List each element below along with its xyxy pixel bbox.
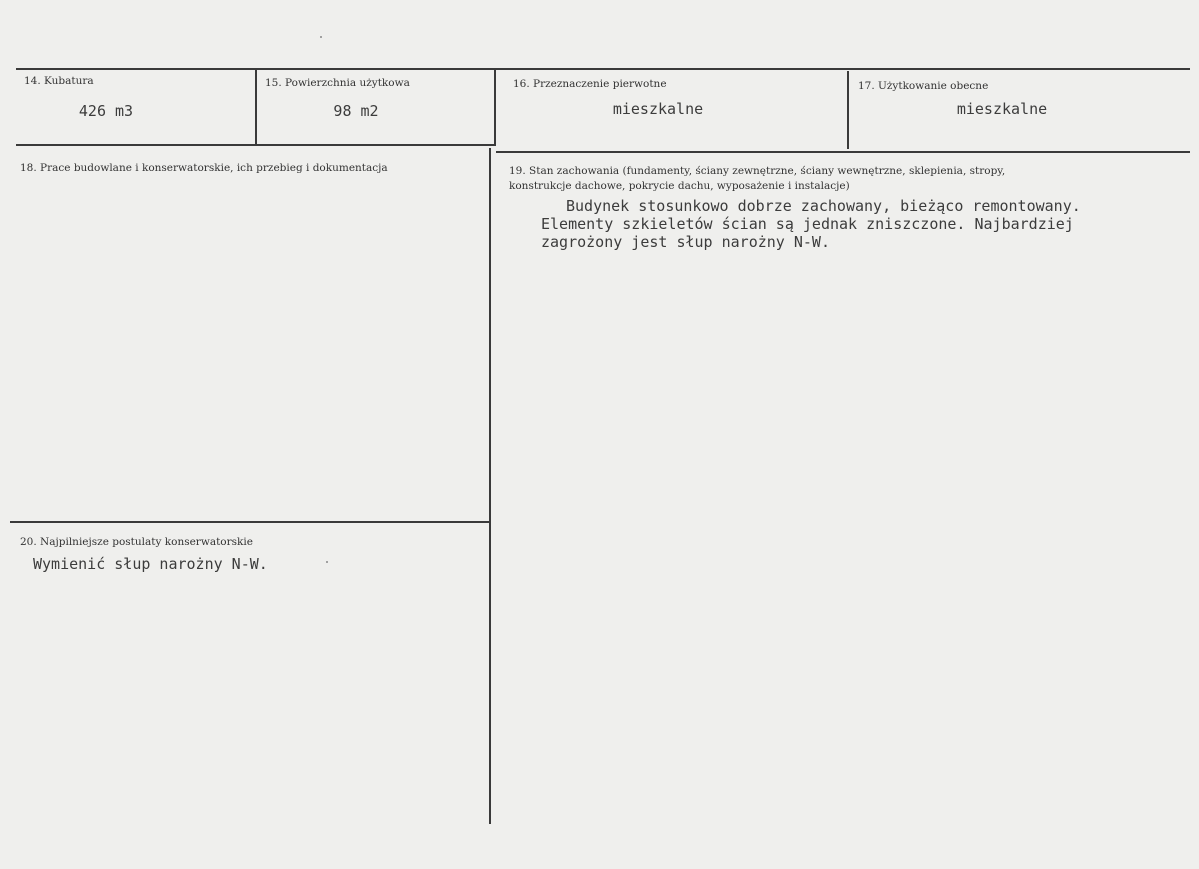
stan-text-line-1: Budynek stosunkowo dobrze zachowany, bieżąco remontowany. [566, 197, 1081, 215]
section-20-top-rule [10, 521, 489, 523]
scan-speck [320, 36, 322, 38]
postulaty-value: Wymienić słup narożny N-W. [33, 555, 268, 573]
prace-label: 18. Prace budowlane i konserwatorskie, ich przebieg i dokumentacja [20, 162, 388, 174]
main-vertical-divider [489, 148, 491, 824]
divider-15-16 [494, 69, 496, 146]
stan-text-line-2: Elementy szkieletów ścian są jednak zniszczone. Najbardziej [541, 215, 1074, 233]
uzytkowanie-value: mieszkalne [956, 100, 1048, 118]
divider-14-15 [255, 69, 257, 146]
stan-text-line-3: zagrożony jest słup narożny N-W. [541, 233, 830, 251]
scan-speck [326, 561, 328, 563]
top-rule [16, 68, 1190, 70]
postulaty-label: 20. Najpilniejsze postulaty konserwatorskie [20, 536, 253, 548]
stan-label-line1: 19. Stan zachowania (fundamenty, ściany zewnętrzne, ściany wewnętrzne, sklepienia, stropy, [509, 165, 1006, 177]
kubatura-value: 426 m3 [78, 102, 134, 120]
divider-16-17 [847, 71, 849, 149]
powierzchnia-label: 15. Powierzchnia użytkowa [265, 77, 410, 89]
section-19-top-rule [496, 151, 1190, 153]
kubatura-label: 14. Kubatura [24, 75, 94, 87]
powierzchnia-value: 98 m2 [333, 102, 379, 120]
przeznaczenie-label: 16. Przeznaczenie pierwotne [513, 78, 667, 90]
przeznaczenie-value: mieszkalne [612, 100, 704, 118]
stan-label-line2: konstrukcje dachowe, pokrycie dachu, wyposażenie i instalacje) [509, 180, 850, 192]
uzytkowanie-label: 17. Użytkowanie obecne [858, 80, 989, 92]
